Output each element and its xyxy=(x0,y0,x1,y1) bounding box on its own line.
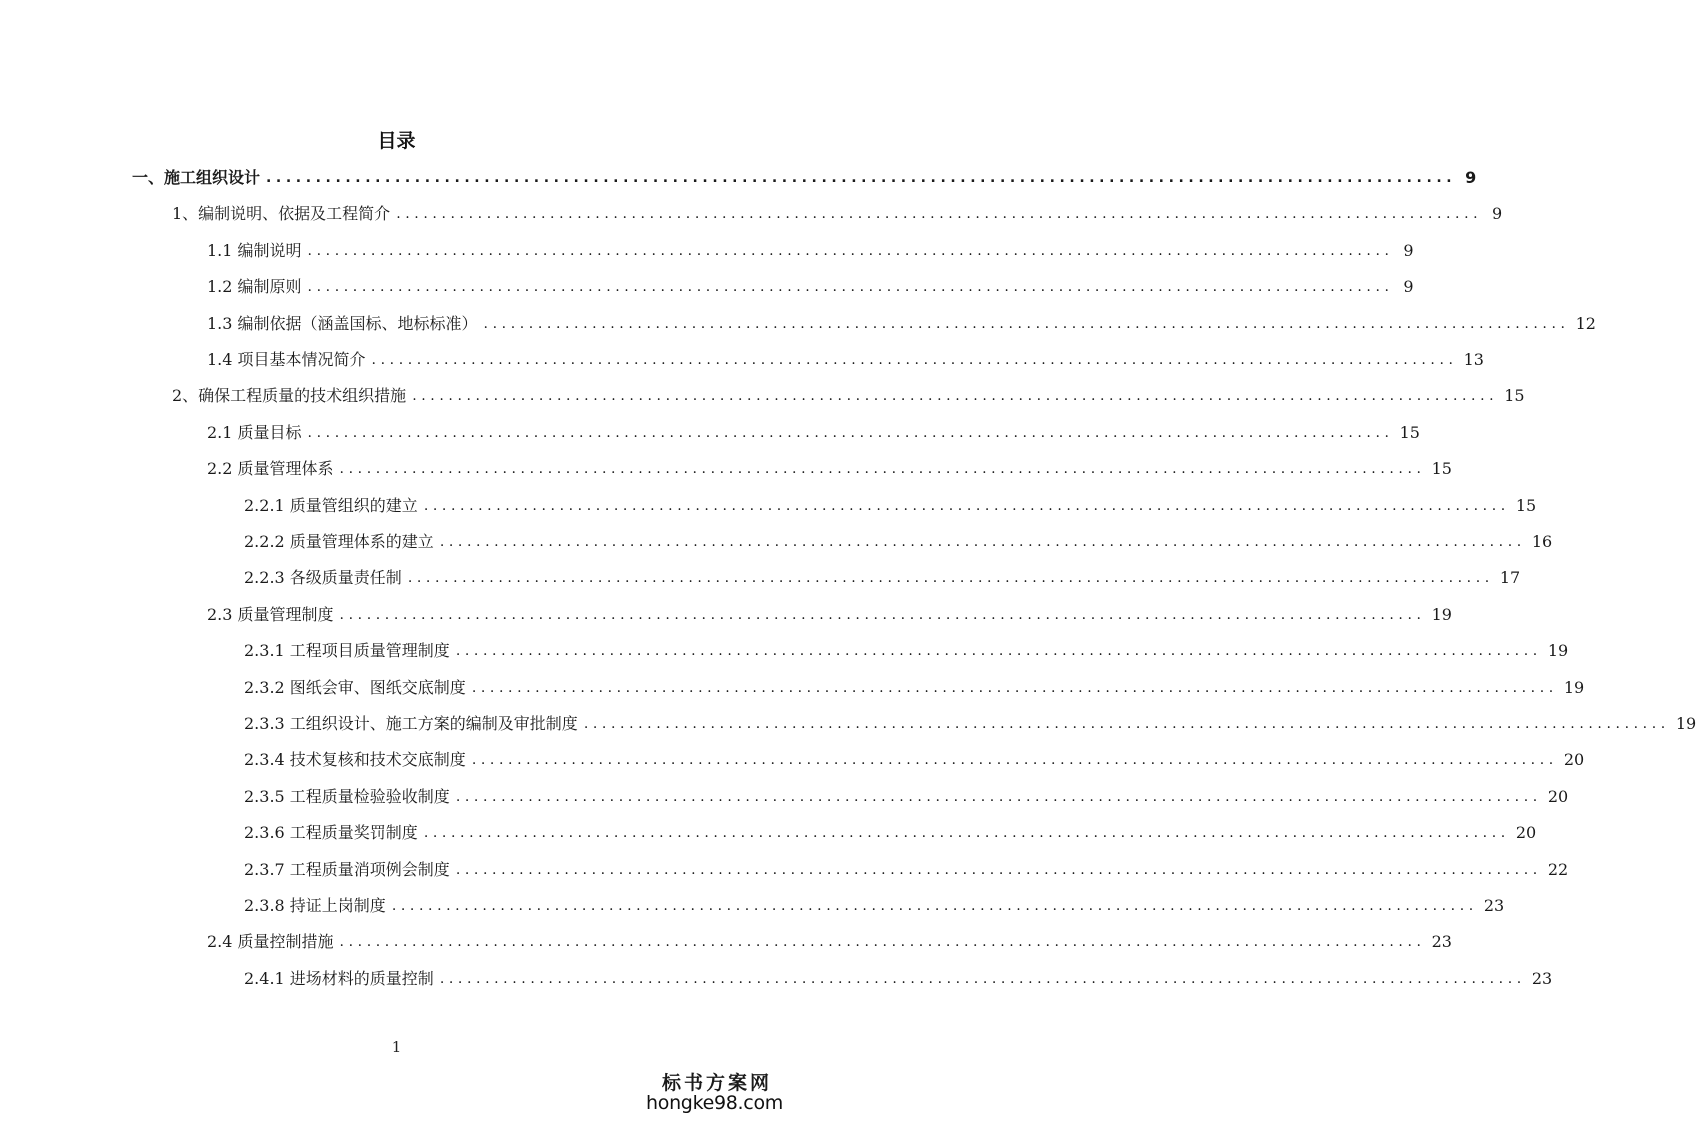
toc-entry-page: 22 xyxy=(1547,859,1569,879)
toc-entry-page: 23 xyxy=(1483,896,1505,915)
toc-entry[interactable] xyxy=(244,530,1553,554)
toc-entry-label: 1.3 编制依据（涵盖国标、地标标准） xyxy=(207,313,478,333)
toc-entry[interactable] xyxy=(207,421,1420,445)
toc-entry-page: 19 xyxy=(1547,641,1569,661)
toc-dot-leader: ........................................................................................................................ xyxy=(471,752,1558,769)
toc-entry[interactable] xyxy=(207,930,1452,954)
toc-dot-leader: ........................................................................................................................ xyxy=(339,606,1426,623)
toc-entry-label: 2.3.4 技术复核和技术交底制度 xyxy=(244,750,466,770)
toc-dot-leader: ........................................................................................................................ xyxy=(455,788,1542,805)
toc-dot-leader: ........................................................................................................................ xyxy=(423,497,1510,514)
toc-entry-label: 1.4 项目基本情况简介 xyxy=(207,350,366,369)
toc-entry-page: 20 xyxy=(1515,823,1537,843)
toc-dot-leader: ........................................................................................................................ xyxy=(412,388,1499,405)
toc-entry[interactable] xyxy=(172,202,1503,226)
toc-dot-leader: ........................................................................................................................ xyxy=(455,643,1542,660)
toc-entry[interactable] xyxy=(207,457,1452,481)
toc-entry[interactable] xyxy=(244,858,1569,882)
toc-dot-leader: ........................................................................................................................ xyxy=(439,970,1526,987)
toc-entry-label: 2.3.2 图纸会审、图纸交底制度 xyxy=(244,677,466,697)
toc-entry-label: 1、编制说明、依据及工程简介 xyxy=(172,204,391,224)
toc-entry-label: 2.4.1 进场材料的质量控制 xyxy=(244,968,434,988)
toc-entry-label: 2.1 质量目标 xyxy=(207,422,302,442)
toc-entry-label: 一、施工组织设计 xyxy=(132,168,261,187)
toc-entry[interactable] xyxy=(244,748,1585,772)
toc-entry[interactable] xyxy=(207,312,1596,336)
toc-entry-page: 16 xyxy=(1531,532,1553,551)
toc-entry[interactable] xyxy=(244,894,1505,918)
toc-dot-leader: ........................................................................................................................ xyxy=(371,352,1458,368)
toc-entry-page: 9 xyxy=(1403,240,1414,260)
toc-dot-leader: ........................................................................................................................ xyxy=(339,461,1426,478)
toc-entry-page: 9 xyxy=(1403,277,1414,297)
toc-dot-leader: ........................................................................................................................ xyxy=(339,934,1426,951)
toc-entry[interactable] xyxy=(172,384,1525,408)
toc-entry[interactable] xyxy=(207,603,1452,627)
toc-entry[interactable] xyxy=(244,494,1537,518)
toc-dot-leader: ........................................................................................................................ xyxy=(307,424,1394,441)
toc-entry-page: 23 xyxy=(1531,968,1553,988)
toc-entry-page: 9 xyxy=(1492,204,1503,224)
toc-entry[interactable] xyxy=(244,639,1569,663)
toc-entry-page: 20 xyxy=(1563,750,1585,770)
toc-entry-page: 15 xyxy=(1515,495,1537,515)
toc-entry-label: 2.2 质量管理体系 xyxy=(207,459,334,479)
toc-entry[interactable] xyxy=(244,821,1537,845)
toc-dot-leader: ........................................................................................................................ xyxy=(391,898,1478,914)
toc-entry[interactable] xyxy=(207,239,1414,263)
toc-dot-leader: ........................................................................................................................ xyxy=(307,279,1394,296)
toc-entry-page: 19 xyxy=(1563,677,1585,697)
toc-entry[interactable] xyxy=(244,785,1569,809)
toc-dot-leader: ........................................................................................................................ xyxy=(396,206,1483,223)
toc-entry-label: 2、确保工程质量的技术组织措施 xyxy=(172,386,407,406)
toc-entry[interactable] xyxy=(244,566,1521,590)
toc-dot-leader: ........................................................................................................................ xyxy=(307,242,1394,259)
toc-entry-page: 20 xyxy=(1547,786,1569,806)
watermark-url: hongke98.com xyxy=(646,1092,783,1114)
toc-entry-label: 2.3 质量管理制度 xyxy=(207,604,334,624)
toc-entry-label: 2.2.2 质量管理体系的建立 xyxy=(244,532,434,551)
toc-entry[interactable] xyxy=(132,166,1477,190)
toc-entry-page: 15 xyxy=(1504,386,1525,406)
toc-entry-page: 19 xyxy=(1675,714,1696,733)
document-title: 目录 xyxy=(377,130,416,152)
toc-entry-label: 2.3.8 持证上岗制度 xyxy=(244,896,386,915)
page-number: 1 xyxy=(391,1038,402,1056)
toc-entry-label: 2.3.7 工程质量消项例会制度 xyxy=(244,859,450,879)
toc-entry[interactable] xyxy=(207,348,1484,372)
toc-entry[interactable] xyxy=(244,676,1585,700)
toc-dot-leader: ........................................................................................................................ xyxy=(407,570,1494,587)
toc-dot-leader: ........................................................................................................................ xyxy=(266,170,1457,186)
toc-entry-page: 13 xyxy=(1463,350,1484,369)
watermark-brand: 标书方案网 xyxy=(662,1072,773,1094)
toc-dot-leader: ........................................................................................................................ xyxy=(439,534,1526,550)
toc-entry[interactable] xyxy=(244,967,1553,991)
toc-entry-page: 23 xyxy=(1431,932,1452,952)
toc-entry[interactable] xyxy=(244,712,1696,736)
toc-entry-label: 2.4 质量控制措施 xyxy=(207,932,334,952)
toc-entry-page: 12 xyxy=(1575,313,1596,333)
toc-entry-label: 2.2.1 质量管组织的建立 xyxy=(244,495,418,515)
toc-entry-label: 2.3.1 工程项目质量管理制度 xyxy=(244,641,450,661)
toc-entry-label: 1.1 编制说明 xyxy=(207,240,302,260)
toc-dot-leader: ........................................................................................................................ xyxy=(483,315,1570,332)
toc-entry-label: 1.2 编制原则 xyxy=(207,277,302,297)
toc-entry-page: 9 xyxy=(1465,168,1477,187)
toc-entry-label: 2.3.6 工程质量奖罚制度 xyxy=(244,823,418,843)
toc-entry[interactable] xyxy=(207,275,1414,299)
toc-dot-leader: ........................................................................................................................ xyxy=(455,861,1542,878)
toc-entry-page: 15 xyxy=(1399,422,1420,442)
toc-entry-label: 2.2.3 各级质量责任制 xyxy=(244,568,402,588)
toc-entry-page: 19 xyxy=(1431,604,1452,624)
toc-entry-label: 2.3.3 工组织设计、施工方案的编制及审批制度 xyxy=(244,714,578,733)
toc-dot-leader: ........................................................................................................................ xyxy=(423,825,1510,842)
toc-entry-page: 17 xyxy=(1499,568,1521,588)
toc-dot-leader: ........................................................................................................................ xyxy=(583,716,1670,732)
toc-entry-label: 2.3.5 工程质量检验验收制度 xyxy=(244,786,450,806)
toc-dot-leader: ........................................................................................................................ xyxy=(471,679,1558,696)
toc-entry-page: 15 xyxy=(1431,459,1452,479)
